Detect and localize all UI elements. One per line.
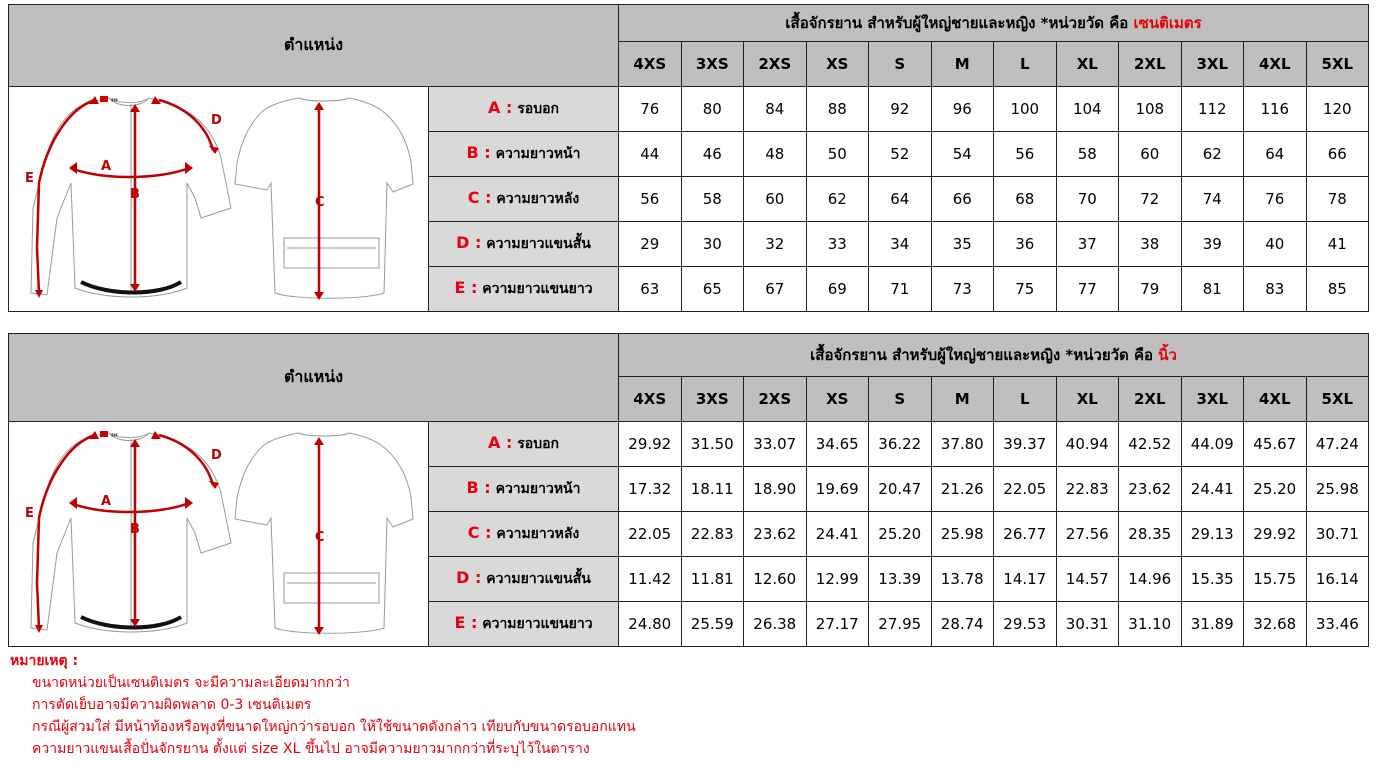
measurement-value: 46 xyxy=(681,132,744,177)
measurement-value: 42.52 xyxy=(1119,422,1182,467)
measurement-value: 31.50 xyxy=(681,422,744,467)
measurement-value: 37 xyxy=(1056,222,1119,267)
table-title-text: เสื้อจักรยาน สำหรับผู้ใหญ่ชายและหญิง *หน่วยวัด คือ xyxy=(785,14,1134,32)
measurement-value: 77 xyxy=(1056,267,1119,312)
measurement-value: 40 xyxy=(1244,222,1307,267)
size-column-header: S xyxy=(869,42,932,87)
measurement-label xyxy=(429,87,619,132)
measurement-value: 64 xyxy=(869,177,932,222)
table-row xyxy=(9,87,1369,132)
position-header: ตำแหน่ง xyxy=(9,334,619,422)
measurement-value: 81 xyxy=(1181,267,1244,312)
jersey-measurement-diagram xyxy=(9,88,417,310)
diagram-label-a: A xyxy=(101,159,112,174)
size-column-header: L xyxy=(994,42,1057,87)
measurement-value: 22.83 xyxy=(681,512,744,557)
measurement-letter: D : xyxy=(456,233,482,252)
measurement-value: 27.56 xyxy=(1056,512,1119,557)
measurement-value: 38 xyxy=(1119,222,1182,267)
measurement-value: 33.07 xyxy=(744,422,807,467)
measurement-value: 48 xyxy=(744,132,807,177)
measurement-value: 40.94 xyxy=(1056,422,1119,467)
measurement-label xyxy=(429,132,619,177)
measurement-value: 29.53 xyxy=(994,602,1057,647)
measurement-value: 32.68 xyxy=(1244,602,1307,647)
measurement-value: 96 xyxy=(931,87,994,132)
measurement-value: 66 xyxy=(931,177,994,222)
measurement-value: 65 xyxy=(681,267,744,312)
measurement-value: 85 xyxy=(1306,267,1369,312)
measurement-value: 92 xyxy=(869,87,932,132)
measurement-label xyxy=(429,177,619,222)
measurement-value: 47.24 xyxy=(1306,422,1369,467)
note-line: ความยาวแขนเสื้อปั่นจักรยาน ตั้งแต่ size XL ขึ้นไป อาจมีความยาวมากกว่าที่ระบุไว้ในตาราง xyxy=(32,741,590,757)
size-column-header: 4XL xyxy=(1244,42,1307,87)
table-title xyxy=(619,5,1369,42)
measurement-value: 27.17 xyxy=(806,602,869,647)
measurement-value: 44.09 xyxy=(1181,422,1244,467)
measurement-value: 60 xyxy=(744,177,807,222)
jersey-image-cell xyxy=(9,87,429,312)
measurement-value: 58 xyxy=(681,177,744,222)
measurement-letter: B : xyxy=(466,143,491,162)
notes-section xyxy=(10,650,636,760)
measurement-value: 21.26 xyxy=(931,467,994,512)
measurement-label xyxy=(429,557,619,602)
measurement-value: 64 xyxy=(1244,132,1307,177)
measurement-value: 100 xyxy=(994,87,1057,132)
measurement-value: 72 xyxy=(1119,177,1182,222)
measurement-value: 28.74 xyxy=(931,602,994,647)
measurement-value: 52 xyxy=(869,132,932,177)
measurement-value: 67 xyxy=(744,267,807,312)
measurement-value: 104 xyxy=(1056,87,1119,132)
table-title-text: เสื้อจักรยาน สำหรับผู้ใหญ่ชายและหญิง *หน่วยวัด คือ xyxy=(810,346,1159,364)
measurement-value: 35 xyxy=(931,222,994,267)
size-column-header: M xyxy=(931,42,994,87)
size-column-header: 4XS xyxy=(619,42,682,87)
measurement-value: 16.14 xyxy=(1306,557,1369,602)
measurement-value: 37.80 xyxy=(931,422,994,467)
measurement-value: 23.62 xyxy=(744,512,807,557)
measurement-value: 68 xyxy=(994,177,1057,222)
measurement-value: 76 xyxy=(1244,177,1307,222)
measurement-value: 78 xyxy=(1306,177,1369,222)
diagram-label-c: C xyxy=(315,530,325,545)
measurement-value: 29 xyxy=(619,222,682,267)
measurement-value: 27.95 xyxy=(869,602,932,647)
measurement-value: 71 xyxy=(869,267,932,312)
size-column-header: 4XS xyxy=(619,377,682,422)
diagram-label-e: E xyxy=(25,171,34,186)
measurement-value: 32 xyxy=(744,222,807,267)
size-table-cm xyxy=(8,4,1369,312)
measurement-value: 25.98 xyxy=(1306,467,1369,512)
measurement-value: 24.41 xyxy=(806,512,869,557)
measurement-value: 112 xyxy=(1181,87,1244,132)
measurement-value: 54 xyxy=(931,132,994,177)
measurement-value: 79 xyxy=(1119,267,1182,312)
measurement-value: 39 xyxy=(1181,222,1244,267)
notes-title: หมายเหตุ : xyxy=(10,653,79,669)
unit-label: นิ้ว xyxy=(1158,346,1177,364)
size-table-inch xyxy=(8,333,1369,647)
measurement-label xyxy=(429,467,619,512)
measurement-label xyxy=(429,267,619,312)
measurement-value: 13.39 xyxy=(869,557,932,602)
measurement-value: 12.60 xyxy=(744,557,807,602)
size-column-header: 3XL xyxy=(1181,42,1244,87)
table-title xyxy=(619,334,1369,377)
measurement-label xyxy=(429,512,619,557)
measurement-letter: A : xyxy=(488,433,513,452)
measurement-value: 26.38 xyxy=(744,602,807,647)
measurement-value: 74 xyxy=(1181,177,1244,222)
jersey-measurement-diagram xyxy=(9,423,417,645)
size-column-header: 4XL xyxy=(1244,377,1307,422)
measurement-value: 19.69 xyxy=(806,467,869,512)
measurement-letter: E : xyxy=(454,613,478,632)
size-column-header: XL xyxy=(1056,377,1119,422)
logo-text: ▮▮▮ xyxy=(111,432,118,437)
diagram-label-d: D xyxy=(211,448,222,463)
measurement-letter: B : xyxy=(466,478,491,497)
measurement-value: 15.35 xyxy=(1181,557,1244,602)
measurement-value: 56 xyxy=(619,177,682,222)
measurement-name: ความยาวหลัง xyxy=(491,191,580,207)
measurement-value: 62 xyxy=(1181,132,1244,177)
position-header: ตำแหน่ง xyxy=(9,5,619,87)
measurement-value: 69 xyxy=(806,267,869,312)
measurement-value: 36 xyxy=(994,222,1057,267)
measurement-name: ความยาวแขนสั้น xyxy=(481,571,591,587)
measurement-value: 29.92 xyxy=(1244,512,1307,557)
measurement-name: รอบอก xyxy=(512,101,559,117)
measurement-value: 62 xyxy=(806,177,869,222)
measurement-value: 22.05 xyxy=(994,467,1057,512)
measurement-value: 60 xyxy=(1119,132,1182,177)
logo-mark xyxy=(100,431,108,437)
measurement-value: 116 xyxy=(1244,87,1307,132)
size-column-header: 2XS xyxy=(744,42,807,87)
measurement-name: รอบอก xyxy=(512,436,559,452)
measurement-letter: E : xyxy=(454,278,478,297)
measurement-value: 25.20 xyxy=(1244,467,1307,512)
measurement-name: ความยาวแขนยาว xyxy=(477,281,593,297)
measurement-value: 33.46 xyxy=(1306,602,1369,647)
measurement-value: 29.92 xyxy=(619,422,682,467)
measurement-label xyxy=(429,422,619,467)
measurement-value: 56 xyxy=(994,132,1057,177)
measurement-name: ความยาวแขนสั้น xyxy=(481,236,591,252)
measurement-value: 83 xyxy=(1244,267,1307,312)
size-column-header: M xyxy=(931,377,994,422)
measurement-value: 73 xyxy=(931,267,994,312)
measurement-value: 26.77 xyxy=(994,512,1057,557)
measurement-value: 50 xyxy=(806,132,869,177)
measurement-value: 75 xyxy=(994,267,1057,312)
measurement-value: 12.99 xyxy=(806,557,869,602)
measurement-value: 14.57 xyxy=(1056,557,1119,602)
measurement-value: 22.83 xyxy=(1056,467,1119,512)
diagram-label-b: B xyxy=(130,522,140,537)
size-column-header: 2XS xyxy=(744,377,807,422)
measurement-value: 25.59 xyxy=(681,602,744,647)
size-column-header: 2XL xyxy=(1119,377,1182,422)
note-line: กรณีผู้สวมใส่ มีหน้าท้องหรือพุงที่ขนาดใหญ่กว่ารอบอก ให้ใช้ขนาดดังกล่าว เทียบกับขนาดรอบอกแทน xyxy=(32,719,636,735)
measurement-letter: C : xyxy=(467,523,492,542)
measurement-value: 70 xyxy=(1056,177,1119,222)
measurement-value: 25.20 xyxy=(869,512,932,557)
size-column-header: L xyxy=(994,377,1057,422)
measurement-value: 14.96 xyxy=(1119,557,1182,602)
size-column-header: 5XL xyxy=(1306,42,1369,87)
size-column-header: 3XS xyxy=(681,42,744,87)
measurement-name: ความยาวหน้า xyxy=(490,481,581,497)
measurement-value: 18.11 xyxy=(681,467,744,512)
measurement-value: 11.42 xyxy=(619,557,682,602)
measurement-value: 120 xyxy=(1306,87,1369,132)
measurement-value: 18.90 xyxy=(744,467,807,512)
measurement-letter: A : xyxy=(488,98,513,117)
measurement-value: 41 xyxy=(1306,222,1369,267)
measurement-value: 24.41 xyxy=(1181,467,1244,512)
measurement-value: 31.10 xyxy=(1119,602,1182,647)
measurement-value: 15.75 xyxy=(1244,557,1307,602)
diagram-label-b: B xyxy=(130,187,140,202)
note-line: ขนาดหน่วยเป็นเซนติเมตร จะมีความละเอียดมากกว่า xyxy=(32,675,350,691)
measurement-value: 24.80 xyxy=(619,602,682,647)
measurement-value: 80 xyxy=(681,87,744,132)
measurement-value: 31.89 xyxy=(1181,602,1244,647)
size-column-header: 2XL xyxy=(1119,42,1182,87)
measurement-label xyxy=(429,222,619,267)
measurement-value: 44 xyxy=(619,132,682,177)
diagram-label-c: C xyxy=(315,195,325,210)
measurement-value: 23.62 xyxy=(1119,467,1182,512)
note-line: การตัดเย็บอาจมีความผิดพลาด 0-3 เซนติเมตร xyxy=(32,697,312,713)
size-column-header: 5XL xyxy=(1306,377,1369,422)
measurement-value: 28.35 xyxy=(1119,512,1182,557)
measurement-value: 22.05 xyxy=(619,512,682,557)
measurement-value: 11.81 xyxy=(681,557,744,602)
measurement-value: 30.71 xyxy=(1306,512,1369,557)
table-row xyxy=(9,422,1369,467)
measurement-name: ความยาวแขนยาว xyxy=(477,616,593,632)
measurement-value: 63 xyxy=(619,267,682,312)
measurement-letter: D : xyxy=(456,568,482,587)
size-column-header: XL xyxy=(1056,42,1119,87)
measurement-value: 17.32 xyxy=(619,467,682,512)
measurement-value: 29.13 xyxy=(1181,512,1244,557)
measurement-value: 66 xyxy=(1306,132,1369,177)
measurement-letter: C : xyxy=(467,188,492,207)
size-column-header: 3XS xyxy=(681,377,744,422)
measurement-value: 25.98 xyxy=(931,512,994,557)
measurement-value: 108 xyxy=(1119,87,1182,132)
measurement-value: 76 xyxy=(619,87,682,132)
measurement-value: 30 xyxy=(681,222,744,267)
logo-text: ▮▮▮ xyxy=(111,97,118,102)
measurement-value: 84 xyxy=(744,87,807,132)
diagram-label-a: A xyxy=(101,494,112,509)
measurement-value: 33 xyxy=(806,222,869,267)
measurement-value: 34 xyxy=(869,222,932,267)
diagram-label-d: D xyxy=(211,113,222,128)
measurement-value: 14.17 xyxy=(994,557,1057,602)
measurement-value: 30.31 xyxy=(1056,602,1119,647)
logo-mark xyxy=(100,96,108,102)
measurement-value: 45.67 xyxy=(1244,422,1307,467)
measurement-value: 39.37 xyxy=(994,422,1057,467)
measurement-label xyxy=(429,602,619,647)
measurement-value: 20.47 xyxy=(869,467,932,512)
measurement-name: ความยาวหลัง xyxy=(491,526,580,542)
measurement-value: 88 xyxy=(806,87,869,132)
measurement-value: 34.65 xyxy=(806,422,869,467)
size-column-header: XS xyxy=(806,42,869,87)
size-column-header: XS xyxy=(806,377,869,422)
measurement-name: ความยาวหน้า xyxy=(490,146,581,162)
unit-label: เซนติเมตร xyxy=(1133,14,1202,32)
size-column-header: 3XL xyxy=(1181,377,1244,422)
size-column-header: S xyxy=(869,377,932,422)
diagram-label-e: E xyxy=(25,506,34,521)
measurement-value: 58 xyxy=(1056,132,1119,177)
measurement-value: 36.22 xyxy=(869,422,932,467)
measurement-value: 13.78 xyxy=(931,557,994,602)
jersey-image-cell xyxy=(9,422,429,647)
